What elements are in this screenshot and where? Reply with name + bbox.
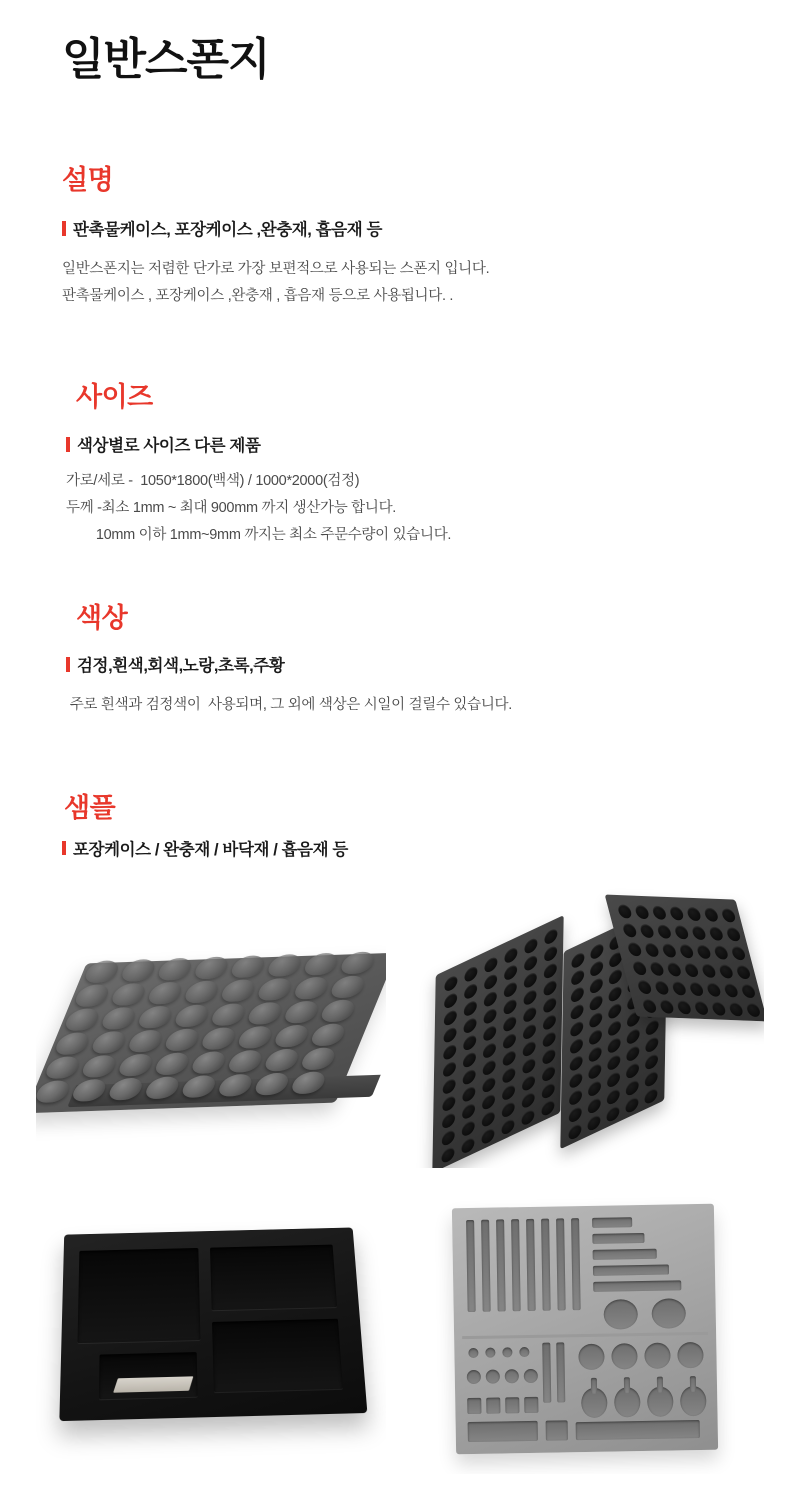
foam-hole [679,944,695,958]
tray-slot-vertical [556,1342,565,1402]
foam-hole [463,1050,476,1069]
foam-hole [464,965,477,984]
bullet-description-label: 판촉물케이스, 포장케이스 ,완충재, 흡음재 등 [73,221,382,239]
foam-hole [674,925,690,939]
foam-hole [608,1019,621,1038]
foam-bump [189,1051,228,1074]
tray-slot-square [524,1397,538,1413]
foam-hole [649,962,665,976]
foam-bump [179,1075,218,1098]
foam-hole [608,1002,621,1021]
tray-slot-horizontal [593,1280,681,1292]
foam-bump [318,999,357,1022]
foam-hole [483,1041,496,1060]
foam-bump [272,1025,311,1048]
foam-hole [607,1087,620,1106]
foam-hole [696,945,712,959]
foam-hole [590,942,603,961]
foam-hole [524,971,537,990]
foam-hole [589,1045,602,1064]
foam-hole [523,1039,536,1058]
foam-bump [328,975,367,998]
tray-slot-small-round [519,1347,529,1357]
foam-hole [740,984,756,998]
sample-image-grey-tray [414,1184,764,1474]
foam-hole [661,944,677,958]
foam-hole [632,961,648,975]
foam-hole [463,1033,476,1052]
foam-bump [36,1080,73,1103]
bullet-description [62,216,382,240]
tray-slot-vertical [481,1220,491,1312]
tray-slot-horizontal [593,1265,669,1276]
foam-hole [570,1019,583,1038]
foam-hole [625,1095,638,1114]
foam-hole [726,927,742,941]
foam-bump [153,1052,192,1075]
foam-hole [607,1053,620,1072]
foam-bump [182,980,221,1003]
foam-hole [589,993,602,1012]
bullet-mark-icon [66,657,70,672]
foam-bump [235,1026,274,1049]
foam-bumps [36,947,386,1110]
foam-bump [126,1030,165,1053]
tray-slot-vertical [511,1219,521,1311]
tray-slot-flask-neck [591,1378,597,1394]
tray-slot-wide [546,1420,568,1440]
foam-hole [524,954,537,973]
foam-hole [651,906,667,920]
foam-hole [569,1088,582,1107]
foam-hole [504,980,517,999]
foam-hole [703,908,719,922]
foam-bump [72,984,111,1007]
foam-hole [669,906,685,920]
foam-hole [637,980,653,994]
perforated-foam-illustration [422,906,756,1154]
foam-hole [521,1108,534,1127]
foam-hole [523,988,536,1007]
foam-hole [622,923,638,937]
foam-hole [708,927,724,941]
foam-bump [155,958,194,981]
foam-bump [265,954,304,977]
foam-hole [606,1104,619,1123]
foam-hole [645,1052,658,1071]
foam-hole [587,1113,600,1132]
foam-block-left [432,915,563,1168]
foam-bump [146,982,185,1005]
foam-bump [292,977,331,1000]
foam-hole [569,1105,582,1124]
foam-hole [617,904,633,918]
tray-slot-vertical [556,1218,566,1310]
size-line-2: 두께 -최소 1mm ~ 최대 900mm 까지 생산가능 합니다. [66,500,397,516]
foam-hole [608,1036,621,1055]
tray-slot-small-round [502,1347,512,1357]
tray-slot-round [644,1343,670,1369]
foam-hole [542,1081,555,1100]
foam-hole [484,972,497,991]
foam-hole [671,981,687,995]
foam-hole [627,942,643,956]
tray-slot-round [677,1342,703,1368]
foam-hole [441,1145,454,1164]
foam-hole [522,1056,535,1075]
foam-hole [626,1078,639,1097]
tray-slot-vertical [526,1219,536,1311]
foam-hole [644,943,660,957]
foam-hole [569,1071,582,1090]
tray-slot-vertical [571,1218,581,1310]
sample-image-convoluted-foam [36,888,386,1168]
foam-bump [143,1076,182,1099]
tray-slot-round [467,1370,481,1384]
foam-hole [745,1003,761,1017]
foam-hole [502,1066,515,1085]
foam-bump [309,1023,348,1046]
tray-slot-vertical [466,1220,476,1312]
foam-hole [442,1094,455,1113]
foam-bump [106,1078,145,1101]
foam-hole [442,1111,455,1130]
tray-slot-vertical [541,1219,551,1311]
foam-hole [666,962,682,976]
foam-hole [589,1028,602,1047]
foam-hole [718,964,734,978]
foam-hole [735,965,751,979]
color-line-1: 주로 흰색과 검정색이 사용되며, 그 외에 색상은 시일이 걸릴수 있습니다. [66,697,512,713]
foam-bump [63,1008,102,1031]
foam-hole [688,982,704,996]
tray-insert-strip [113,1376,193,1392]
foam-hole [462,1102,475,1121]
foam-bump [70,1079,109,1102]
foam-bump [89,1031,128,1054]
foam-hole [501,1117,514,1136]
foam-bump [228,955,267,978]
tray-slot-small-round [468,1348,478,1358]
tray-slot-horizontal [592,1233,644,1244]
foam-hole [443,1077,456,1096]
tray-slot-vertical [496,1219,506,1311]
foam-hole [656,925,672,939]
foam-hole [646,1018,659,1037]
tray-slot-wide [576,1420,700,1440]
tray-slot-round [486,1369,500,1383]
foam-bump [289,1071,328,1094]
foam-bump [192,956,231,979]
foam-hole [684,963,700,977]
foam-hole [463,1067,476,1086]
tray-slot-square [467,1398,481,1414]
foam-hole [659,1000,675,1014]
foam-bump [162,1028,201,1051]
foam-bump [99,1007,138,1030]
tray-slot-round [578,1344,604,1370]
foam-hole [570,1054,583,1073]
bullet-size-label: 색상별로 사이즈 다른 제품 [77,437,261,455]
foam-hole [464,982,477,1001]
foam-bump [219,979,258,1002]
foam-bump [209,1003,248,1026]
tray-slot-vertical [542,1343,551,1403]
foam-bump [226,1050,265,1073]
tray-slot-horizontal [592,1217,632,1228]
sample-image-grid [0,888,800,1498]
foam-bump [82,960,121,983]
foam-hole [691,926,707,940]
bullet-size [66,432,260,456]
foam-hole [543,1013,556,1032]
foam-hole [588,1062,601,1081]
foam-hole [723,983,739,997]
foam-hole [542,1064,555,1083]
foam-bump [116,1054,155,1077]
bullet-mark-icon [62,841,66,855]
section-heading-color: 색상 [76,603,128,633]
foam-hole [523,1022,536,1041]
foam-hole [544,961,557,980]
foam-hole [504,963,517,982]
foam-hole [639,924,655,938]
foam-hole [693,1001,709,1015]
foam-bump [79,1055,118,1078]
foam-hole [570,1037,583,1056]
black-tray-illustration [59,1227,367,1421]
description-line-1: 일반스폰지는 저렴한 단가로 가장 보편적으로 사용되는 스폰지 입니다. [62,261,490,277]
foam-hole [443,1060,456,1079]
foam-bump [172,1004,211,1027]
foam-hole [463,1016,476,1035]
foam-hole [590,976,603,995]
foam-hole [571,951,584,970]
description-line-2: 판촉물케이스 , 포장케이스 ,완충재 , 흡음재 등으로 사용됩니다. . [62,288,454,304]
foam-bump [252,1073,291,1096]
foam-hole [482,1092,495,1111]
bullet-sample-label: 포장케이스 / 완충재 / 바닥재 / 흡음재 등 [73,841,348,859]
section-heading-size: 사이즈 [76,382,153,412]
foam-bump [245,1002,284,1025]
foam-hole [634,905,650,919]
foam-hole [481,1127,494,1146]
foam-hole [522,1074,535,1093]
foam-hole [483,1007,496,1026]
foam-hole [544,944,557,963]
foam-bump [136,1006,175,1029]
foam-hole [721,908,737,922]
foam-hole [568,1122,581,1141]
foam-hole [542,1047,555,1066]
foam-bump [338,951,377,974]
foam-hole [444,974,457,993]
foam-hole [728,1002,744,1016]
bullet-mark-icon [66,437,70,452]
section-heading-description: 설명 [62,165,114,195]
size-line-3: 10mm 이하 1mm~9mm 까지는 최소 주문수량이 있습니다. [66,527,452,543]
foam-bump [299,1047,338,1070]
tray-slot-wide [468,1421,538,1442]
foam-bump [43,1056,82,1079]
foam-hole [462,1119,475,1138]
foam-hole [626,1061,639,1080]
tray-slot-square [486,1397,500,1413]
page-title: 일반스폰지 [62,35,270,84]
foam-hole [503,997,516,1016]
bullet-mark-icon [62,221,66,236]
foam-bump [255,978,294,1001]
foam-bump [199,1027,238,1050]
tray-slot-round [524,1369,538,1383]
foam-hole [524,936,537,955]
foam-bump [262,1049,301,1072]
foam-hole [482,1109,495,1128]
tray-slot-small-round [485,1348,495,1358]
tray-cavity-bottom-right [212,1319,343,1392]
foam-hole [589,1010,602,1029]
convoluted-foam-illustration [58,930,364,1126]
foam-hole [645,1069,658,1088]
foam-hole [503,1032,516,1051]
tray-slot-horizontal [593,1249,657,1260]
foam-hole [502,1083,515,1102]
foam-hole [484,989,497,1008]
foam-bump [53,1032,92,1055]
foam-hole [588,1079,601,1098]
foam-hole [686,907,702,921]
foam-hole [444,991,457,1010]
tray-cavity-large-left [78,1248,201,1343]
bullet-color-label: 검정,흰색,회색,노랑,초록,주황 [77,657,285,675]
foam-hole [644,1087,657,1106]
foam-hole [522,1091,535,1110]
foam-hole [609,967,622,986]
foam-hole [645,1035,658,1054]
bullet-sample [62,836,348,860]
tray-slot-flask-neck [657,1377,663,1393]
foam-hole [627,1027,640,1046]
foam-hole [570,1002,583,1021]
tray-slot-oval [603,1299,638,1330]
foam-hole [571,968,584,987]
foam-hole [588,1096,601,1115]
foam-hole [461,1136,474,1155]
foam-hole [504,946,517,965]
foam-hole [543,996,556,1015]
foam-hole [502,1100,515,1119]
foam-bump [282,1001,321,1024]
foam-hole [711,1002,727,1016]
tray-slot-oval [651,1298,686,1329]
tray-slot-flask-neck [624,1377,630,1393]
foam-hole [706,983,722,997]
foam-hole [607,1070,620,1089]
tray-slot-round [505,1369,519,1383]
foam-hole [543,978,556,997]
foam-hole [544,927,557,946]
foam-hole [543,1030,556,1049]
foam-hole [730,946,746,960]
tray-slot-square [505,1397,519,1413]
foam-bump [302,953,341,976]
foam-hole [676,1000,692,1014]
tray-slot-round [611,1343,637,1369]
bullet-color [66,652,284,676]
foam-hole [462,1085,475,1104]
tray-cavity-top-right [210,1245,337,1311]
sample-image-perforated-foam [414,888,764,1168]
grey-tray-illustration [452,1204,718,1455]
foam-hole [482,1075,495,1094]
section-heading-sample: 샘플 [64,793,116,823]
foam-hole [484,955,497,974]
foam-bump [109,983,148,1006]
tray-divider [462,1332,708,1339]
foam-hole [523,1005,536,1024]
foam-hole [483,1058,496,1077]
foam-hole [541,1098,554,1117]
foam-hole [571,985,584,1004]
foam-hole [608,984,621,1003]
foam-hole [590,959,603,978]
foam-bump [216,1074,255,1097]
foam-hole [442,1128,455,1147]
foam-hole [701,964,717,978]
foam-bump [119,959,158,982]
foam-hole [464,999,477,1018]
tray-slot-flask-neck [690,1376,696,1392]
foam-hole [483,1024,496,1043]
sample-image-black-tray [36,1184,386,1474]
foam-hole [503,1014,516,1033]
size-line-1: 가로/세로 - 1050*1800(백색) / 1000*2000(검정) [66,473,360,489]
foam-hole [443,1043,456,1062]
foam-hole [642,999,658,1013]
foam-hole [443,1025,456,1044]
foam-hole [444,1008,457,1027]
foam-hole [654,981,670,995]
foam-hole [626,1044,639,1063]
foam-hole [503,1049,516,1068]
foam-hole [713,946,729,960]
